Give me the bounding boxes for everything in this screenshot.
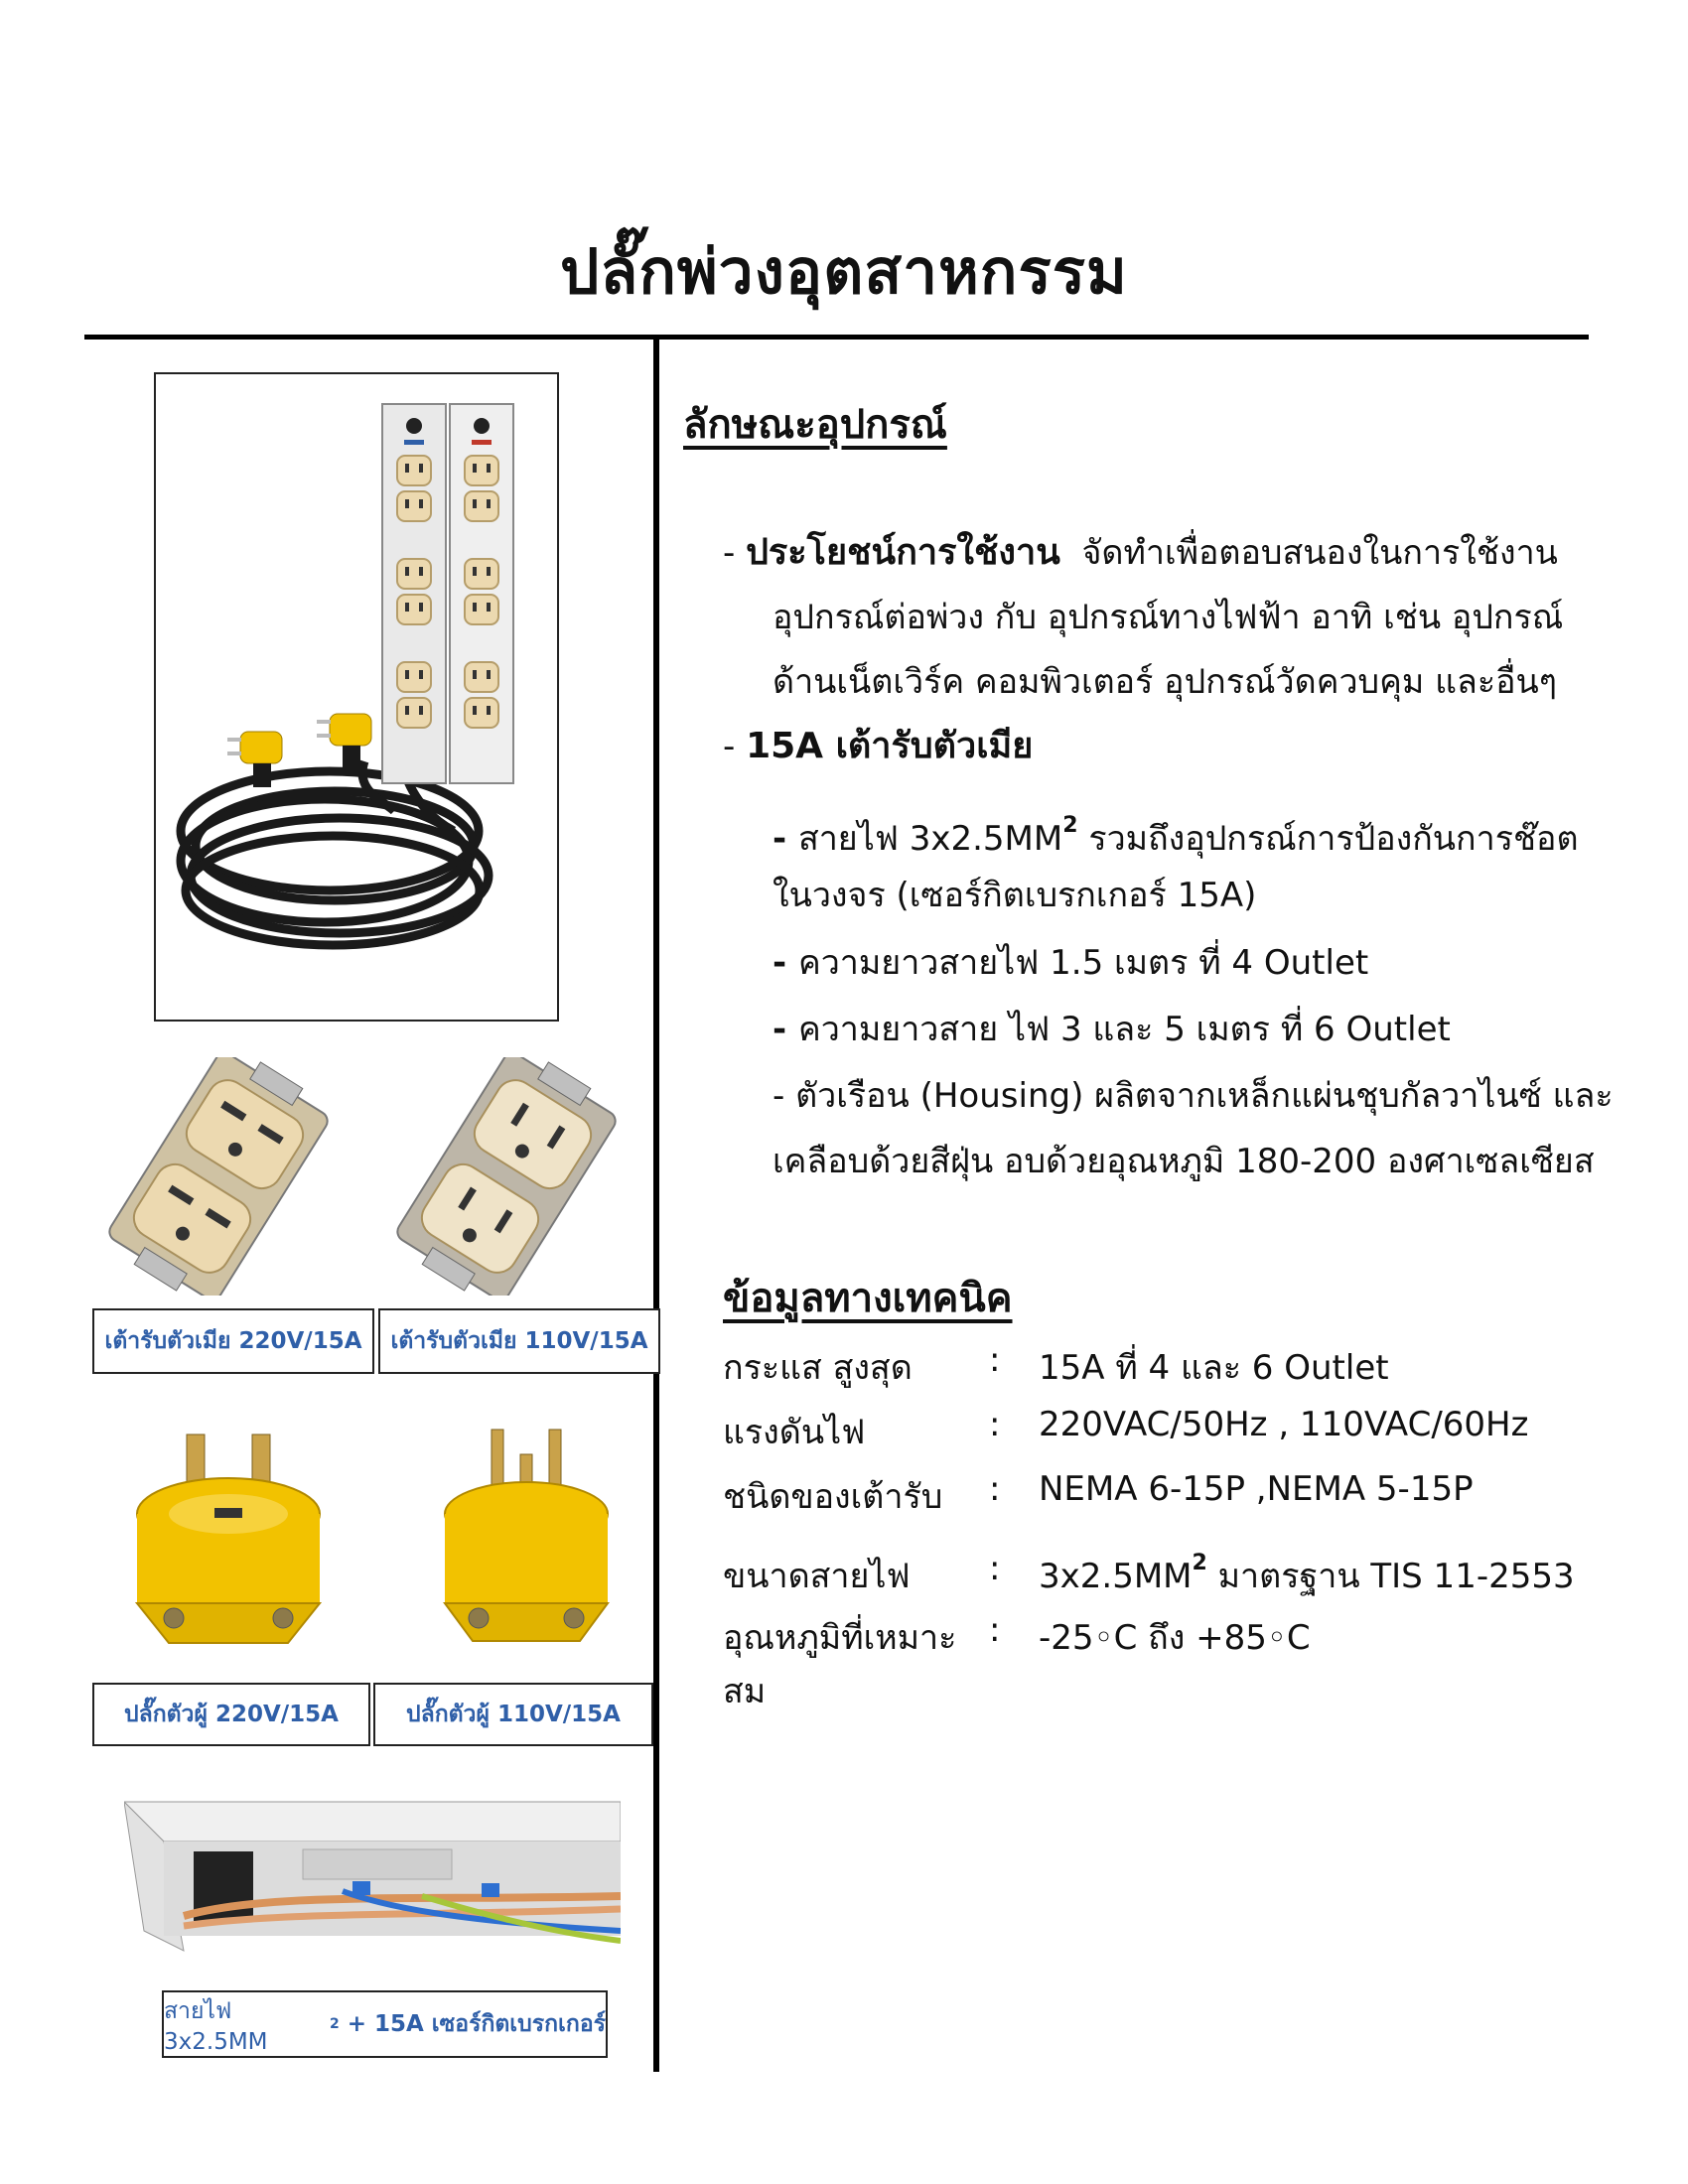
spec-colon: : — [989, 1340, 1001, 1380]
cable-suffix: รวมถึงอุปกรณ์การป้องกันการช๊อต — [1088, 819, 1579, 859]
spec-row-voltage — [723, 1405, 1528, 1458]
caption-plug-110v: ปลั๊กตัวผู้ 110V/15A — [373, 1683, 653, 1746]
housing-line1: ตัวเรือน (Housing) ผลิตจากเหล็กแผ่นชุบกัลวาไนซ์ และ — [795, 1076, 1614, 1116]
spec-value-prefix: 3x2.5MM — [1039, 1557, 1193, 1596]
page-title: ปลั๊กพ่วงอุตสาหกรรม — [560, 235, 1128, 308]
spec-value: 15A ที่ 4 และ 6 Outlet — [1039, 1348, 1389, 1388]
length-2-text: ความยาวสาย ไฟ 3 และ 5 เมตร ที่ 6 Outlet — [797, 1010, 1451, 1049]
socket-220v-photo — [84, 1057, 352, 1296]
plug-110v-photo — [437, 1415, 616, 1653]
benefit-line1: จัดทำเพื่อตอบสนองในการใช้งาน — [1081, 533, 1558, 573]
socket-bullet — [723, 715, 1033, 778]
plug-220v-illustration — [129, 1415, 328, 1653]
length-bullet-2 — [773, 998, 1451, 1061]
plug-220v-photo — [129, 1415, 328, 1653]
spec-colon: : — [989, 1405, 1001, 1444]
caption-cable-breaker — [162, 1990, 608, 2058]
caption-socket-220v: เต้ารับตัวเมีย 220V/15A — [92, 1308, 374, 1374]
spec-row-temperature — [723, 1610, 1311, 1717]
cable-prefix: สายไฟ 3x2.5MM — [797, 819, 1063, 859]
socket-heading: 15A เต้ารับตัวเมีย — [746, 726, 1034, 766]
bullet-dash: - — [773, 1010, 798, 1049]
caption-cable-prefix: สายไฟ 3x2.5MM — [164, 1998, 268, 2055]
spec-value: 220VAC/50Hz , 110VAC/60Hz — [1039, 1405, 1529, 1444]
cable-superscript: 2 — [1062, 813, 1078, 838]
socket-110v-photo — [372, 1057, 640, 1296]
caption-cable-superscript: 2 — [329, 2016, 340, 2032]
housing-bullet — [773, 1064, 1614, 1128]
bullet-dash: - — [773, 943, 798, 983]
spec-key: อุณหภูมิที่เหมาะสม — [723, 1618, 957, 1711]
spec-row-current — [723, 1340, 1389, 1394]
spec-colon: : — [989, 1610, 1001, 1650]
bullet-dash: - — [773, 1076, 796, 1116]
housing-line2: เคลือบด้วยสีฝุ่น อบด้วยอุณหภูมิ 180-200 องศาเซลเซียส — [773, 1142, 1595, 1181]
bullet-dash: - — [723, 533, 747, 573]
bullet-dash: - — [773, 819, 798, 859]
benefit-line3: ด้านเน็ตเวิร์ค คอมพิวเตอร์ อุปกรณ์วัดควบคุม และอื่นๆ — [773, 662, 1558, 702]
cable-line2: ในวงจร (เซอร์กิตเบรกเกอร์ 15A) — [773, 876, 1257, 915]
socket-220v-illustration — [84, 1057, 352, 1296]
bullet-dash: - — [723, 727, 747, 766]
spec-key: ขนาดสายไฟ — [723, 1557, 911, 1596]
specs-heading: ข้อมูลทางเทคนิค — [723, 1276, 1013, 1321]
spec-row-cable-size — [723, 1549, 1575, 1602]
plug-110v-illustration — [437, 1415, 616, 1653]
socket-110v-illustration — [372, 1057, 640, 1296]
caption-plug-220v: ปลั๊กตัวผู้ 220V/15A — [92, 1683, 370, 1746]
header-rule — [84, 335, 1589, 340]
benefit-bullet — [723, 521, 1558, 585]
caption-socket-110v: เต้ารับตัวเมีย 110V/15A — [378, 1308, 660, 1374]
features-heading: ลักษณะอุปกรณ์ — [683, 402, 947, 448]
spec-value-superscript: 2 — [1192, 1551, 1207, 1575]
spec-row-socket-type — [723, 1469, 1474, 1523]
spec-colon: : — [989, 1549, 1001, 1588]
benefit-line2: อุปกรณ์ต่อพ่วง กับ อุปกรณ์ทางไฟฟ้า อาทิ เช่น อุปกรณ์ — [773, 598, 1564, 637]
power-strip-photo — [154, 372, 559, 1022]
cable-bullet — [773, 794, 1579, 871]
length-1-text: ความยาวสายไฟ 1.5 เมตร ที่ 4 Outlet — [797, 943, 1369, 983]
column-divider — [653, 340, 659, 2072]
housing-interior-illustration — [124, 1782, 621, 1956]
housing-interior-photo — [124, 1782, 621, 1956]
spec-value: NEMA 6-15P ,NEMA 5-15P — [1039, 1469, 1474, 1509]
spec-colon: : — [989, 1469, 1001, 1509]
spec-value-suffix: มาตรฐาน TIS 11-2553 — [1217, 1557, 1575, 1596]
spec-key: ชนิดของเต้ารับ — [723, 1477, 943, 1517]
power-strip-illustration — [156, 374, 557, 1020]
spec-key: แรงดันไฟ — [723, 1413, 866, 1452]
length-bullet-1 — [773, 931, 1368, 995]
spec-key: กระแส สูงสุด — [723, 1348, 913, 1388]
cable-coil — [181, 761, 489, 945]
spec-value: -25◦C ถึง +85◦C — [1039, 1618, 1311, 1658]
spec-value — [1039, 1549, 1575, 1602]
caption-cable-suffix: + 15A เซอร์กิตเบรกเกอร์ — [339, 2011, 606, 2037]
benefit-label: ประโยชน์การใช้งาน — [746, 532, 1060, 573]
